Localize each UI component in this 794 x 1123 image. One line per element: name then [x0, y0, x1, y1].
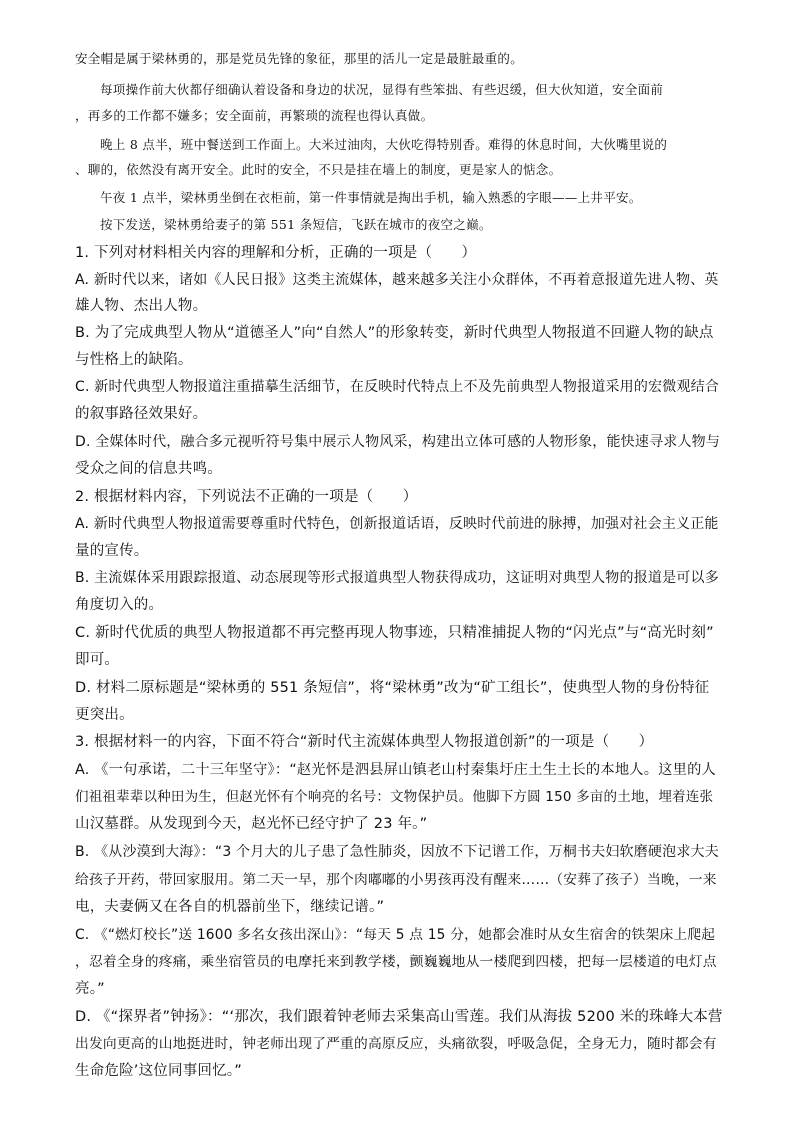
passage-line: 每项操作前大伙都仔细确认着设备和身边的状况，显得有些笨拙、有些迟缓，但大伙知道，安全面前: [100, 82, 664, 97]
option-line: 生命危险’这位同事回忆。”: [75, 1063, 242, 1079]
option-line: 更突出。: [75, 707, 134, 723]
passage-line: ，再多的工作都不嫌多；安全面前，再繁琐的流程也得认真做。: [75, 108, 434, 123]
option-line: 山汉墓群。从发现到今天，赵光怀已经守护了 23 年。”: [75, 816, 428, 832]
option-line: C. 新时代典型人物报道注重描摹生活细节，在反映时代特点上不及先前典型人物报道采用的宏微观结合: [75, 379, 720, 395]
option-line: B. 为了完成典型人物从“道德圣人”向“自然人”的形象转变，新时代典型人物报道不回避人物的缺点: [75, 325, 714, 341]
passage-line: 安全帽是属于梁林勇的，那是党员先锋的象征，那里的活儿一定是最脏最重的。: [75, 51, 524, 66]
option-line: 量的宣传。: [75, 543, 149, 559]
question-2-stem: 2. 根据材料内容，下列说法不正确的一项是（ ）: [75, 489, 418, 505]
passage-line: 晚上 8 点半，班中餐送到工作面上。大米过油肉，大伙吃得特别香。难得的休息时间，大伙嘴里说的: [100, 137, 668, 152]
option-line: 的叙事路径效果好。: [75, 406, 208, 422]
option-line: C. 新时代优质的典型人物报道都不再完整再现人物事迹，只精准捕捉人物的“闪光点”与“高光时刻”: [75, 625, 714, 641]
option-line: 雄人物、杰出人物。: [75, 298, 208, 314]
option-line: 们祖祖辈辈以种田为生，但赵光怀有个响亮的名号：文物保护员。他脚下方圆 150 多亩的土地，埋着连张: [75, 789, 714, 805]
option-line: 角度切入的。: [75, 597, 164, 613]
option-line: D. 《“探界者”钟扬》：“‘那次，我们跟着钟老师去采集高山雪莲。我们从海拔 5200 米的珠峰大本营: [75, 1009, 723, 1025]
option-line: D. 全媒体时代，融合多元视听符号集中展示人物风采，构建出立体可感的人物形象，能快速寻求人物与: [75, 434, 721, 450]
option-line: 与性格上的缺陷。: [75, 352, 193, 368]
option-line: 电，夫妻俩又在各自的机器前坐下，继续记谱。”: [75, 899, 385, 915]
option-line: C. 《“燃灯校长”送 1600 多名女孩出深山》：“每天 5 点 15 分，她都会准时从女生宿舍的铁架床上爬起: [75, 927, 716, 943]
option-line: B. 主流媒体采用跟踪报道、动态展现等形式报道典型人物获得成功，这证明对典型人物的报道是可以多: [75, 570, 719, 586]
option-line: A. 新时代以来，诸如《人民日报》这类主流媒体，越来越多关注小众群体，不再着意报道先进人物、英: [75, 272, 719, 288]
question-3-stem: 3. 根据材料一的内容，下面不符合“新时代主流媒体典型人物报道创新”的一项是（ ）: [75, 734, 654, 750]
option-line: D. 材料二原标题是“梁林勇的 551 条短信”，将“梁林勇”改为“矿工组长”，使典型人物的身份特征: [75, 680, 710, 696]
option-line: 受众之间的信息共鸣。: [75, 461, 222, 477]
passage-line: 按下发送，梁林勇给妻子的第 551 条短信，飞跃在城市的夜空之巅。: [100, 217, 492, 232]
option-line: A. 新时代典型人物报道需要尊重时代特色，创新报道话语，反映时代前进的脉搏，加强对社会主义正能: [75, 516, 719, 532]
passage-line: 、聊的，依然没有离开安全。此时的安全，不只是挂在墙上的制度，更是家人的惦念。: [75, 162, 562, 177]
option-line: 出发向更高的山地挺进时，钟老师出现了严重的高原反应，头痛欲裂，呼吸急促，全身无力，随时都会有: [75, 1036, 717, 1052]
option-line: 给孩子开药，带回家服用。第二天一早，那个肉嘟嘟的小男孩再没有醒来……（安葬了孩子）当晚，一来: [75, 872, 717, 888]
passage-line: 午夜 1 点半，梁林勇坐倒在衣柜前，第一件事情就是掏出手机，输入熟悉的字眼——上井平安。: [100, 190, 642, 205]
option-line: A. 《一句承诺，二十三年坚守》：“赵光怀是泗县屏山镇老山村秦集圩庄土生土长的本地人。这里的人: [75, 762, 716, 778]
option-line: 亮。”: [75, 981, 105, 997]
option-line: 即可。: [75, 652, 120, 668]
option-line: B. 《从沙漠到大海》：“3 个月大的儿子患了急性肺炎，因放不下记谱工作，万桐书夫妇软磨硬泡求大夫: [75, 844, 719, 860]
question-1-stem: 1. 下列对材料相关内容的理解和分析，正确的一项是（ ）: [75, 245, 477, 261]
option-line: ，忍着全身的疼痛，乘坐宿管员的电摩托来到教学楼，颤巍巍地从一楼爬到四楼，把每一层楼道的电灯点: [75, 954, 717, 970]
